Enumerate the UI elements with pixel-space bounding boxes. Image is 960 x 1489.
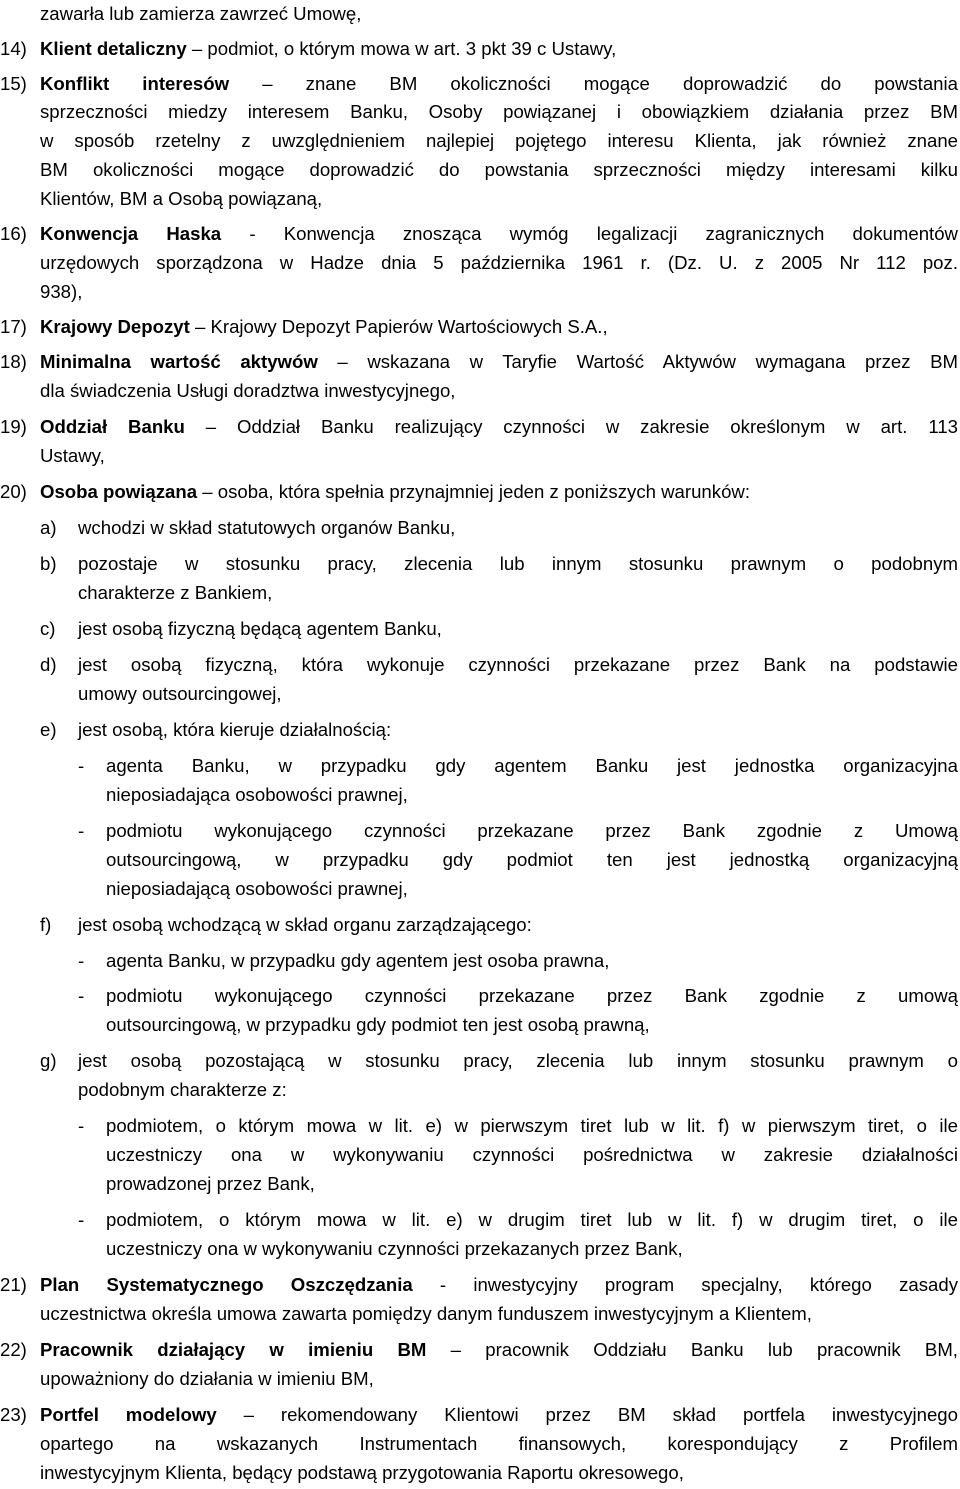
text-line <box>40 130 958 152</box>
text-line <box>106 1144 958 1166</box>
term: Oddział Banku <box>40 416 185 437</box>
definition-19 <box>40 416 958 438</box>
text-line <box>106 1173 315 1195</box>
text: w sposób rzetelny z uwzględnieniem najlepiej pojętego interesu Klienta, jak również znane <box>40 130 958 151</box>
text-line <box>78 1079 287 1101</box>
text: BM okoliczności mogące doprowadzić do powstania sprzeczności między interesami kilku <box>40 159 958 180</box>
tiret-item <box>106 820 958 842</box>
text-line <box>40 445 105 467</box>
text: uczestniczy ona w wykonywaniu czynności pośrednictwa w zakresie działalności <box>106 1144 958 1165</box>
definition-text: – podmiot, o którym mowa w art. 3 pkt 39 c Ustawy, <box>186 38 617 59</box>
definition-text: znane BM okoliczności mogące doprowadzić do powstania <box>305 73 958 94</box>
term: Krajowy Depozyt <box>40 316 190 337</box>
text-line <box>106 784 408 806</box>
definition-text: - inwestycyjny program specjalny, którego zasady <box>439 1274 958 1295</box>
list-item-b <box>78 553 958 575</box>
text-line <box>78 683 282 705</box>
term: Osoba powiązana <box>40 481 198 502</box>
list-letter: c) <box>40 618 56 639</box>
text: podmiotem, o którym mowa w lit. e) w pierwszym tiret lub w lit. f) w pierwszym tiret, o ile <box>106 1115 958 1136</box>
definition-22 <box>40 1339 958 1361</box>
text-line <box>40 1368 374 1390</box>
text: jest osobą fizyczną, która wykonuje czynności przekazane przez Bank na podstawie <box>78 654 958 675</box>
definition-15 <box>40 73 958 95</box>
text-line <box>106 1014 650 1036</box>
tiret-dash: - <box>78 820 85 841</box>
list-item-d <box>78 654 958 676</box>
list-letter: d) <box>40 654 57 675</box>
item-number: 18) <box>0 351 27 372</box>
text: uczestnictwa określa umowa zawarta pomiędzy danym funduszem inwestycyjnym a Klientem, <box>40 1303 812 1324</box>
tiret-item <box>106 755 958 777</box>
text: podmiotu wykonującego czynności przekazane przez Bank zgodnie z umową <box>106 985 958 1006</box>
text: outsourcingową, w przypadku gdy podmiot ten jest jednostką organizacyjną <box>106 849 958 870</box>
definition-text: – Oddział Banku realizujący czynności w zakresie określonym w art. 113 <box>184 416 958 437</box>
text: podobnym charakterze z: <box>78 1079 287 1100</box>
tiret-dash: - <box>78 755 85 776</box>
term: Minimalna wartość aktywów <box>40 351 318 372</box>
text: 938), <box>40 281 83 302</box>
tiret-item <box>106 985 958 1007</box>
list-letter: g) <box>40 1050 57 1071</box>
text-line <box>40 3 361 25</box>
definition-text: – Krajowy Depozyt Papierów Wartościowych S.A., <box>189 316 608 337</box>
term: Pracownik działający w imieniu BM <box>40 1339 427 1360</box>
definition-18 <box>40 351 958 373</box>
term: Plan Systematycznego Oszczędzania <box>40 1274 413 1295</box>
item-number: 17) <box>0 316 27 337</box>
em-dash: – <box>450 1339 461 1360</box>
text-line <box>78 582 272 604</box>
term: Konwencja Haska <box>40 223 222 244</box>
list-item-f <box>78 914 532 936</box>
tiret-dash: - <box>78 950 85 971</box>
text: inwestycyjnym Klienta, będący podstawą przygotowania Raportu okresowego, <box>40 1462 684 1483</box>
text: prowadzonej przez Bank, <box>106 1173 315 1194</box>
text-line <box>40 188 322 210</box>
item-number: 19) <box>0 416 27 437</box>
text: nieposiadająca osobowości prawnej, <box>106 784 408 805</box>
text: jest osobą pozostającą w stosunku pracy, zlecenia lub innym stosunku prawnym o <box>78 1050 958 1071</box>
text: outsourcingową, w przypadku gdy podmiot ten jest osobą prawną, <box>106 1014 650 1035</box>
list-item-g <box>78 1050 958 1072</box>
text-line <box>40 101 958 123</box>
definition-text: - Konwencja znosząca wymóg legalizacji zagranicznych dokumentów <box>249 223 958 244</box>
definition-17 <box>40 316 608 338</box>
text-line <box>40 252 958 274</box>
definition-21 <box>40 1274 958 1296</box>
definition-text: – osoba, która spełnia przynajmniej jeden z poniższych warunków: <box>197 481 750 502</box>
definition-text: pracownik Oddziału Banku lub pracownik BM, <box>485 1339 958 1360</box>
text-line <box>40 1433 958 1455</box>
definition-14 <box>40 38 616 60</box>
list-letter: b) <box>40 553 57 574</box>
text: jest osobą wchodzącą w skład organu zarządzającego: <box>78 914 532 935</box>
text: sprzeczności miedzy interesem Banku, Osoby powiązanej i obowiązkiem działania przez BM <box>40 101 958 122</box>
text-line <box>40 281 82 303</box>
text: upoważniony do działania w imieniu BM, <box>40 1368 374 1389</box>
item-number: 16) <box>0 223 27 244</box>
definition-text: – wskazana w Taryfie Wartość Aktywów wymagana przez BM <box>317 351 958 372</box>
item-number: 15) <box>0 73 27 94</box>
text: urzędowych sporządzona w Hadze dnia 5 października 1961 r. (Dz. U. z 2005 Nr 112 poz. <box>40 252 958 273</box>
item-number: 20) <box>0 481 27 502</box>
text: pozostaje w stosunku pracy, zlecenia lub innym stosunku prawnym o podobnym <box>78 553 958 574</box>
text-line <box>40 159 958 181</box>
text-line <box>106 1238 683 1260</box>
text: jest osobą fizyczną będącą agentem Banku, <box>78 618 442 639</box>
definition-text: rekomendowany Klientowi przez BM skład portfela inwestycyjnego <box>280 1404 958 1425</box>
text: Klientów, BM a Osobą powiązaną, <box>40 188 323 209</box>
item-number: 14) <box>0 38 27 59</box>
text-line <box>40 380 455 402</box>
em-dash: – <box>243 1404 254 1425</box>
definition-20 <box>40 481 750 503</box>
em-dash: – <box>262 73 273 94</box>
list-letter: a) <box>40 517 57 538</box>
tiret-dash: - <box>78 1209 85 1230</box>
term: Portfel modelowy <box>40 1404 217 1425</box>
text: dla świadczenia Usługi doradztwa inwestycyjnego, <box>40 380 456 401</box>
text: nieposiadającą osobowości prawnej, <box>106 878 408 899</box>
definition-23 <box>40 1404 958 1426</box>
text: jest osobą, która kieruje działalnością: <box>78 719 392 740</box>
text-line <box>106 878 408 900</box>
list-item-c <box>78 618 442 640</box>
tiret-dash: - <box>78 985 85 1006</box>
list-item-e <box>78 719 391 741</box>
text: charakterze z Bankiem, <box>78 582 273 603</box>
text: podmiotem, o którym mowa w lit. e) w drugim tiret lub w lit. f) w drugim tiret, o ile <box>106 1209 958 1230</box>
item-number: 22) <box>0 1339 27 1360</box>
text: umowy outsourcingowej, <box>78 683 282 704</box>
text: agenta Banku, w przypadku gdy agentem Banku jest jednostka organizacyjna <box>106 755 958 776</box>
list-item-a <box>78 517 455 539</box>
tiret-item <box>106 1115 958 1137</box>
text-line <box>40 1303 812 1325</box>
text: podmiotu wykonującego czynności przekazane przez Bank zgodnie z Umową <box>106 820 958 841</box>
list-letter: f) <box>40 914 52 935</box>
text: wchodzi w skład statutowych organów Banku, <box>78 517 456 538</box>
tiret-item <box>106 950 609 972</box>
term: Klient detaliczny <box>40 38 187 59</box>
text: zawarła lub zamierza zawrzeć Umowę, <box>40 3 362 24</box>
text: agenta Banku, w przypadku gdy agentem jest osoba prawna, <box>106 950 610 971</box>
list-letter: e) <box>40 719 57 740</box>
item-number: 21) <box>0 1274 27 1295</box>
tiret-dash: - <box>78 1115 85 1136</box>
text-line <box>106 849 958 871</box>
text: uczestniczy ona w wykonywaniu czynności przekazanych przez Bank, <box>106 1238 683 1259</box>
item-number: 23) <box>0 1404 27 1425</box>
text-line <box>40 1462 684 1484</box>
term: Konflikt interesów <box>40 73 230 94</box>
definition-16 <box>40 223 958 245</box>
text: opartego na wskazanych Instrumentach finansowych, korespondujący z Profilem <box>40 1433 958 1454</box>
tiret-item <box>106 1209 958 1231</box>
text: Ustawy, <box>40 445 105 466</box>
